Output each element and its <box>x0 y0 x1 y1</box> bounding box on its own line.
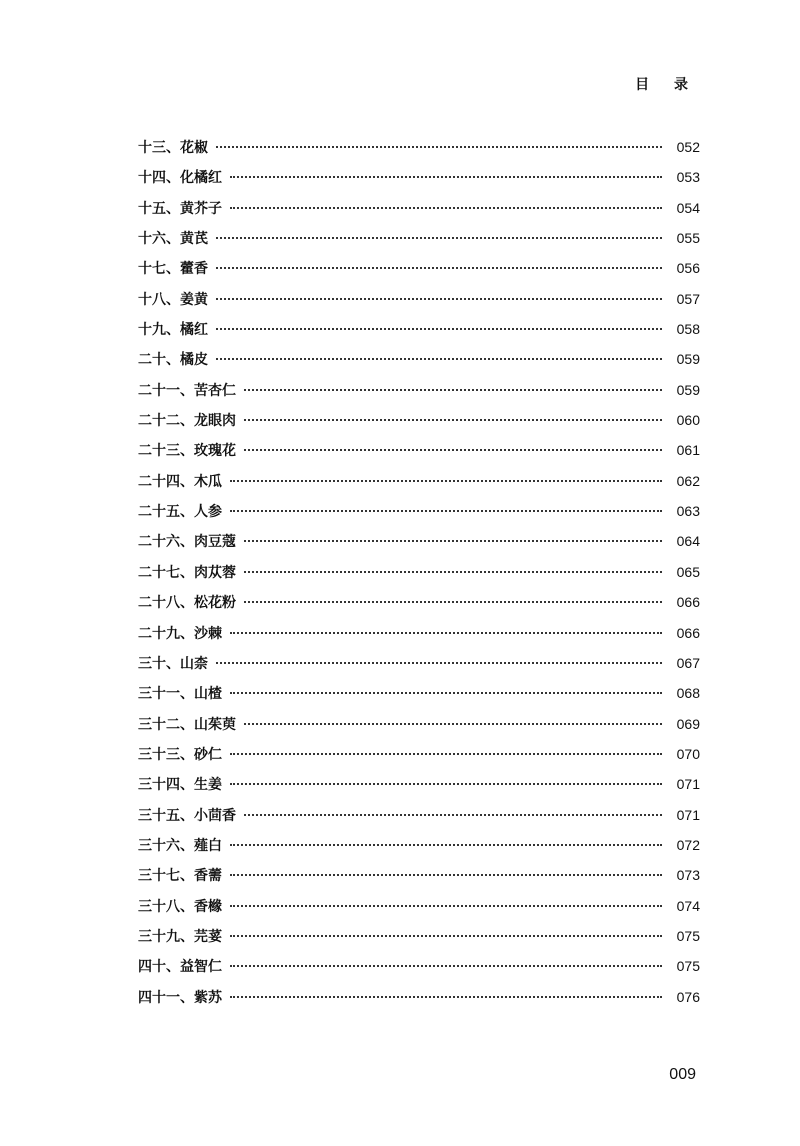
dot-leader <box>244 540 662 542</box>
toc-entry-page: 067 <box>676 654 700 671</box>
dot-leader <box>216 328 662 330</box>
toc-entry[interactable] <box>138 896 700 926</box>
toc-entry-page: 068 <box>676 685 700 702</box>
dot-leader <box>230 692 662 694</box>
toc-entry[interactable] <box>138 349 700 379</box>
toc-entry[interactable] <box>138 744 700 774</box>
toc-entry-title: 三十六、薤白 <box>138 837 222 854</box>
toc-entry[interactable] <box>138 714 700 744</box>
running-head: 目 录 <box>635 77 698 93</box>
dot-leader <box>244 723 662 725</box>
toc-entry-page: 074 <box>676 897 700 914</box>
toc-entry[interactable] <box>138 440 700 470</box>
toc-entry-page: 062 <box>676 472 700 489</box>
toc-entry-title: 二十二、龙眼肉 <box>138 413 236 430</box>
dot-leader <box>230 935 662 937</box>
dot-leader <box>216 267 662 269</box>
dot-leader <box>230 207 662 209</box>
toc-entry[interactable] <box>138 531 700 561</box>
toc-entry[interactable] <box>138 592 700 622</box>
toc-entry-title: 二十五、人参 <box>138 504 222 521</box>
toc-entry-title: 三十九、芫荽 <box>138 928 222 945</box>
toc-entry-page: 071 <box>676 806 700 823</box>
toc-entry-page: 072 <box>676 836 700 853</box>
toc-entry[interactable] <box>138 623 700 653</box>
dot-leader <box>216 358 662 360</box>
toc-entry-title: 二十一、苦杏仁 <box>138 382 236 399</box>
toc-entry-page: 076 <box>676 988 700 1005</box>
toc-entry-title: 三十七、香薷 <box>138 868 222 885</box>
dot-leader <box>244 419 662 421</box>
dot-leader <box>216 237 662 239</box>
dot-leader <box>216 662 662 664</box>
toc-entry-title: 三十八、香橼 <box>138 898 222 915</box>
toc-entry[interactable] <box>138 471 700 501</box>
toc-entry-page: 055 <box>676 230 700 247</box>
dot-leader <box>230 632 662 634</box>
toc-entry[interactable] <box>138 228 700 258</box>
toc-entry-title: 十七、藿香 <box>138 261 208 278</box>
toc-entry[interactable] <box>138 562 700 592</box>
dot-leader <box>216 298 662 300</box>
dot-leader <box>230 996 662 998</box>
toc-entry-page: 069 <box>676 715 700 732</box>
dot-leader <box>230 176 662 178</box>
toc-entry-page: 075 <box>676 958 700 975</box>
toc-entry-title: 三十五、小茴香 <box>138 807 236 824</box>
dot-leader <box>244 449 662 451</box>
toc-entry-page: 070 <box>676 745 700 762</box>
toc-entry-title: 二十八、松花粉 <box>138 595 236 612</box>
toc-entry-title: 三十三、砂仁 <box>138 746 222 763</box>
toc-entry-page: 065 <box>676 563 700 580</box>
toc-entry[interactable] <box>138 987 700 1017</box>
dot-leader <box>244 389 662 391</box>
toc-entry-page: 066 <box>676 624 700 641</box>
table-of-contents <box>138 137 700 1017</box>
toc-entry-title: 二十九、沙棘 <box>138 625 222 642</box>
toc-entry-title: 十八、姜黄 <box>138 291 208 308</box>
toc-entry-page: 052 <box>676 139 700 155</box>
toc-entry-title: 十六、黄芪 <box>138 231 208 248</box>
dot-leader <box>230 905 662 907</box>
toc-entry[interactable] <box>138 774 700 804</box>
toc-entry[interactable] <box>138 410 700 440</box>
dot-leader <box>230 874 662 876</box>
toc-entry-title: 四十一、紫苏 <box>138 989 222 1006</box>
toc-entry-page: 066 <box>676 594 700 611</box>
toc-entry-page: 058 <box>676 321 700 338</box>
toc-entry-page: 053 <box>676 169 700 186</box>
toc-entry-page: 060 <box>676 412 700 429</box>
toc-entry-page: 059 <box>676 381 700 398</box>
toc-entry-title: 十四、化橘红 <box>138 170 222 187</box>
toc-entry-title: 三十、山柰 <box>138 655 208 672</box>
toc-entry-title: 十五、黄芥子 <box>138 200 222 217</box>
toc-entry-title: 十三、花椒 <box>138 140 208 156</box>
toc-entry-page: 071 <box>676 776 700 793</box>
toc-entry-title: 四十、益智仁 <box>138 959 222 976</box>
toc-entry[interactable] <box>138 805 700 835</box>
dot-leader <box>216 146 662 148</box>
toc-entry-page: 054 <box>676 199 700 216</box>
dot-leader <box>230 965 662 967</box>
toc-entry-page: 061 <box>676 442 700 459</box>
toc-entry-title: 三十四、生姜 <box>138 777 222 794</box>
dot-leader <box>230 480 662 482</box>
toc-entry-page: 064 <box>676 533 700 550</box>
toc-entry-title: 三十二、山茱萸 <box>138 716 236 733</box>
toc-entry-title: 二十七、肉苁蓉 <box>138 564 236 581</box>
toc-entry[interactable] <box>138 258 700 288</box>
toc-entry[interactable] <box>138 926 700 956</box>
toc-entry-page: 073 <box>676 867 700 884</box>
toc-entry[interactable] <box>138 167 700 197</box>
toc-entry-title: 二十三、玫瑰花 <box>138 443 236 460</box>
toc-entry[interactable] <box>138 683 700 713</box>
dot-leader <box>244 601 662 603</box>
toc-entry-title: 二十六、肉豆蔻 <box>138 534 236 551</box>
dot-leader <box>230 844 662 846</box>
toc-entry[interactable] <box>138 956 700 986</box>
toc-entry[interactable] <box>138 319 700 349</box>
toc-entry[interactable] <box>138 198 700 228</box>
toc-entry[interactable] <box>138 137 700 167</box>
toc-entry[interactable] <box>138 380 700 410</box>
dot-leader <box>230 783 662 785</box>
toc-entry[interactable] <box>138 865 700 895</box>
toc-entry-page: 075 <box>676 927 700 944</box>
toc-entry[interactable] <box>138 501 700 531</box>
toc-entry-title: 二十四、木瓜 <box>138 473 222 490</box>
toc-entry-title: 三十一、山楂 <box>138 686 222 703</box>
toc-entry[interactable] <box>138 289 700 319</box>
toc-entry-title: 十九、橘红 <box>138 322 208 339</box>
toc-entry-page: 059 <box>676 351 700 368</box>
page-number: 009 <box>669 1066 696 1083</box>
dot-leader <box>244 571 662 573</box>
toc-entry-page: 057 <box>676 290 700 307</box>
dot-leader <box>244 814 662 816</box>
toc-entry-title: 二十、橘皮 <box>138 352 208 369</box>
toc-entry-page: 056 <box>676 260 700 277</box>
toc-entry[interactable] <box>138 835 700 865</box>
dot-leader <box>230 753 662 755</box>
toc-entry-page: 063 <box>676 503 700 520</box>
dot-leader <box>230 510 662 512</box>
toc-entry[interactable] <box>138 653 700 683</box>
